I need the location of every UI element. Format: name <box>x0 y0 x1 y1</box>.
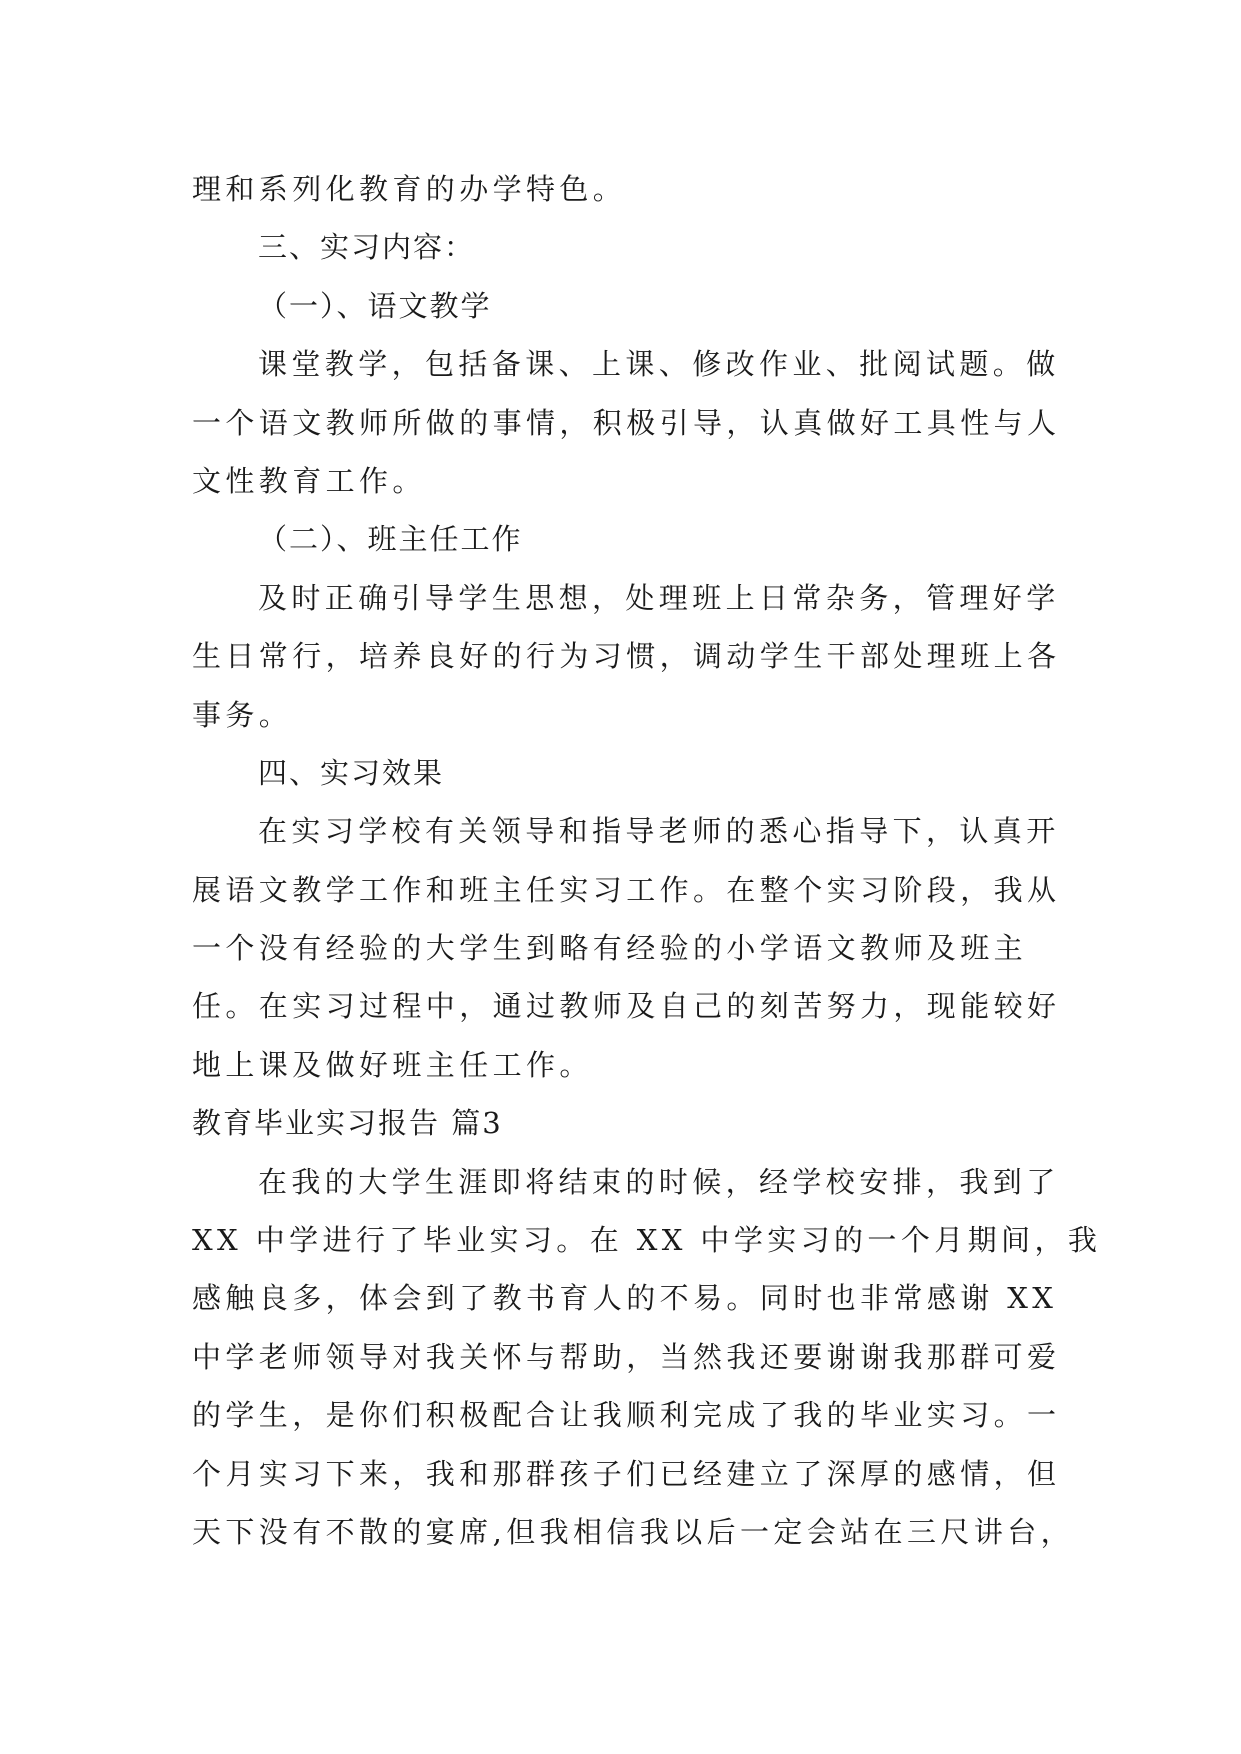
subsection-heading-class-teacher-work: （二）、班主任工作 <box>258 522 523 557</box>
paragraph-line: 天下没有不散的宴席,但我相信我以后一定会站在三尺讲台， <box>192 1514 1075 1549</box>
paragraph-line: 一个没有经验的大学生到略有经验的小学语文教师及班主 <box>192 931 1028 966</box>
paragraph-line: 事务。 <box>192 697 293 732</box>
paragraph-line: 中学老师领导对我关怀与帮助，当然我还要谢谢我那群可爱 <box>192 1339 1061 1374</box>
paragraph-line: 课堂教学，包括备课、上课、修改作业、批阅试题。做 <box>258 347 1060 382</box>
paragraph-line: 地上课及做好班主任工作。 <box>192 1047 593 1082</box>
paragraph-line: 个月实习下来，我和那群孩子们已经建立了深厚的感情，但 <box>192 1456 1061 1491</box>
document-body <box>192 160 1102 1561</box>
paragraph-line: 一个语文教师所做的事情，积极引导，认真做好工具性与人 <box>192 405 1061 440</box>
paragraph-line: 文性教育工作。 <box>192 463 426 498</box>
paragraph-line: 任。在实习过程中，通过教师及自己的刻苦努力，现能较好 <box>192 989 1061 1024</box>
section-heading-internship-results: 四、实习效果 <box>258 755 445 790</box>
paragraph-line: 感触良多，体会到了教书育人的不易。同时也非常感谢 XX <box>192 1281 1058 1316</box>
paragraph-line: 展语文教学工作和班主任实习工作。在整个实习阶段，我从 <box>192 872 1061 907</box>
paragraph-line: 在我的大学生涯即将结束的时候，经学校安排，我到了 <box>258 1164 1060 1199</box>
paragraph-line: XX 中学进行了毕业实习。在 XX 中学实习的一个月期间，我 <box>192 1223 1102 1258</box>
subsection-heading-chinese-teaching: （一）、语文教学 <box>258 288 492 323</box>
section-heading-internship-content: 三、实习内容： <box>258 230 476 265</box>
paragraph-line: 生日常行，培养良好的行为习惯，调动学生干部处理班上各 <box>192 639 1061 674</box>
paragraph-line: 及时正确引导学生思想，处理班上日常杂务，管理好学 <box>258 580 1060 615</box>
paragraph-line: 的学生，是你们积极配合让我顺利完成了我的毕业实习。一 <box>192 1398 1061 1433</box>
report-title-part-3: 教育毕业实习报告 篇3 <box>192 1106 503 1141</box>
paragraph-line: 在实习学校有关领导和指导老师的悉心指导下，认真开 <box>258 814 1060 849</box>
paragraph-line: 理和系列化教育的办学特色。 <box>192 172 627 206</box>
